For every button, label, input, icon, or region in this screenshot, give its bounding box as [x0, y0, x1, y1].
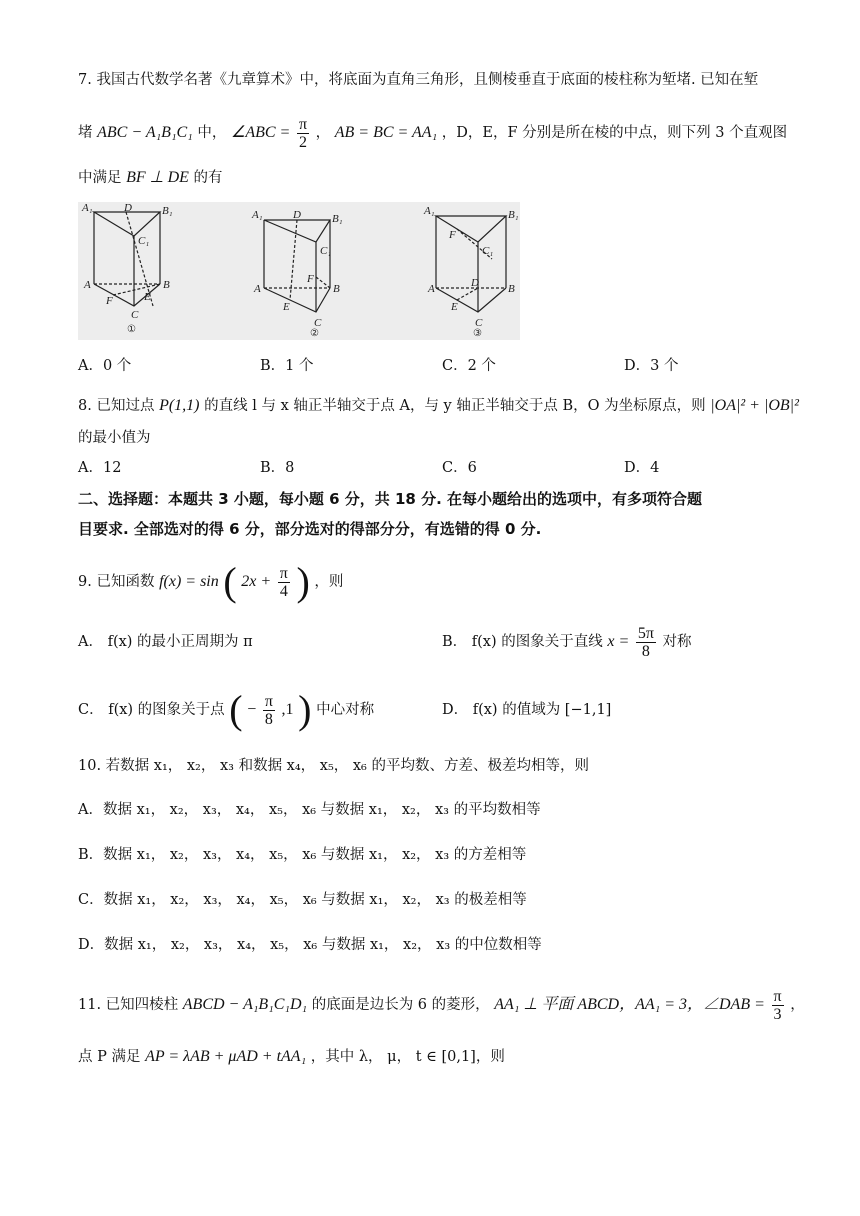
- q10-option-d: D．数据 x₁， x₂， x₃， x₄， x₅， x₆ 与数据 x₁， x₂， x₃ 的中位数相等: [78, 937, 542, 953]
- svg-text:A: A: [84, 279, 91, 291]
- q10-option-b: B．数据 x₁， x₂， x₃， x₄， x₅， x₆ 与数据 x₁， x₂， x₃ 的方差相等: [78, 847, 527, 863]
- svg-text:B₁: B₁: [162, 205, 173, 217]
- svg-text:C: C: [131, 309, 139, 321]
- q9-option-a: A． f(x) 的最小正周期为 π: [78, 634, 253, 650]
- svg-text:B: B: [163, 279, 170, 291]
- svg-text:C₁: C₁: [138, 235, 150, 247]
- svg-text:E: E: [283, 301, 290, 313]
- figure-label-1: ①: [127, 324, 136, 335]
- q10-option-c: C．数据 x₁， x₂， x₃， x₄， x₅， x₆ 与数据 x₁， x₂， x₃ 的极差相等: [78, 892, 527, 908]
- q9-stem: 9. 已知函数 f(x) = sin ( 2x + $\frac{\pi}{4}$ ) ，则: [78, 559, 344, 604]
- section2-heading-line1: 二、选择题：本题共 3 小题，每小题 6 分，共 18 分. 在每小题给出的选项中，有多项符合题: [78, 490, 703, 508]
- q7-figure: [78, 202, 520, 340]
- svg-text:A₁: A₁: [82, 202, 93, 214]
- q8-option-c: C．6: [442, 460, 477, 476]
- q9-option-c: C． f(x) 的图象关于点 ( − $\frac{\pi}{8}$ ,1 ) 中心对称: [78, 687, 375, 732]
- svg-text:C: C: [475, 317, 483, 329]
- q7-line1: 7. 我国古代数学名著《九章算术》中，将底面为直角三角形，且侧棱垂直于底面的棱柱称为堑堵. 已知在堑: [78, 72, 759, 88]
- q7-option-c: C．2 个: [442, 358, 496, 374]
- svg-text:E: E: [451, 301, 458, 313]
- svg-text:B: B: [333, 283, 340, 295]
- svg-text:A₁: A₁: [252, 209, 263, 221]
- section2-heading-line2: 目要求. 全部选对的得 6 分，部分选对的得部分分，有选错的得 0 分.: [78, 520, 542, 538]
- q8-option-b: B．8: [260, 460, 295, 476]
- q9-stem-fraction: $\frac{\pi}{4}$: [279, 564, 288, 600]
- figure-label-3: ③: [473, 328, 482, 339]
- svg-text:B: B: [508, 283, 515, 295]
- svg-text:A: A: [254, 283, 261, 295]
- q7-line3: 中满足 BF ⊥ DE 的有: [78, 169, 223, 186]
- figure-label-2: ②: [310, 328, 319, 339]
- q10-stem: 10. 若数据 x₁， x₂， x₃ 和数据 x₄， x₅， x₆ 的平均数、方差、极差均相等，则: [78, 758, 589, 774]
- q7-option-b: B．1 个: [260, 358, 314, 374]
- q8-option-a: A．12: [78, 460, 122, 476]
- q9-option-d: D． f(x) 的值域为 [−1,1]: [442, 702, 612, 718]
- svg-text:C₁: C₁: [482, 245, 494, 257]
- svg-text:C: C: [314, 317, 322, 329]
- q10-option-a: A．数据 x₁， x₂， x₃， x₄， x₅， x₆ 与数据 x₁， x₂， x₃ 的平均数相等: [78, 802, 541, 818]
- q7-line2: 堵 ABC − A₁B₁C₁ 中， ∠ABC = $\frac{\pi}{2}$ ， AB = BC = AA₁ ，D，E，F 分别是所在棱的中点，则下列 3 个直观图: [78, 115, 788, 151]
- q7-option-d: D．3 个: [624, 358, 679, 374]
- q8-option-d: D．4: [624, 460, 660, 476]
- svg-text:C₁: C₁: [320, 245, 332, 257]
- q9-option-b: B． f(x) 的图象关于直线 x = $\frac{5\pi}{8}$ 对称: [442, 624, 692, 660]
- q8-line1: 8. 已知过点 P(1,1) 的直线 l 与 x 轴正半轴交于点 A，与 y 轴正半轴交于点 B，O 为坐标原点，则 |OA|² + |OB|²: [78, 397, 799, 414]
- svg-text:E: E: [144, 291, 151, 303]
- svg-text:F: F: [307, 273, 314, 285]
- svg-text:B₁: B₁: [332, 213, 343, 225]
- svg-text:D: D: [471, 277, 479, 289]
- q8-point: P(1,1): [159, 397, 200, 414]
- q8-expression: |OA|² + |OB|²: [710, 397, 799, 414]
- svg-text:B₁: B₁: [508, 209, 519, 221]
- svg-text:D: D: [293, 209, 301, 221]
- q7-prism-name: ABC − A₁B₁C₁: [97, 124, 193, 141]
- q11-vector-equation: AP = λAB + μAD + tAA₁: [145, 1048, 307, 1065]
- q7-perp-condition: BF ⊥ DE: [126, 169, 189, 186]
- q11-line2: 点 P 满足 AP = λAB + μAD + tAA₁ ，其中 λ， μ， t ∈ [0,1]，则: [78, 1048, 505, 1065]
- svg-text:A₁: A₁: [424, 205, 435, 217]
- svg-text:A: A: [428, 283, 435, 295]
- q7-edge-equality: AB = BC = AA₁: [334, 124, 438, 141]
- svg-text:F: F: [106, 295, 113, 307]
- svg-text:D: D: [124, 202, 132, 214]
- q7-angle-fraction: $\frac{\pi}{2}$: [298, 115, 308, 151]
- q7-prisms-diagram: [78, 202, 520, 340]
- svg-text:F: F: [449, 229, 456, 241]
- q11-line1: 11. 已知四棱柱 ABCD − A₁B₁C₁D₁ 的底面是边长为 6 的菱形， AA₁ ⊥ 平面 ABCD，AA₁ = 3，∠DAB = $\frac{\pi}{3}$ ，: [78, 987, 805, 1023]
- q7-option-a: A．0 个: [78, 358, 132, 374]
- q8-line2: 的最小值为: [78, 430, 151, 446]
